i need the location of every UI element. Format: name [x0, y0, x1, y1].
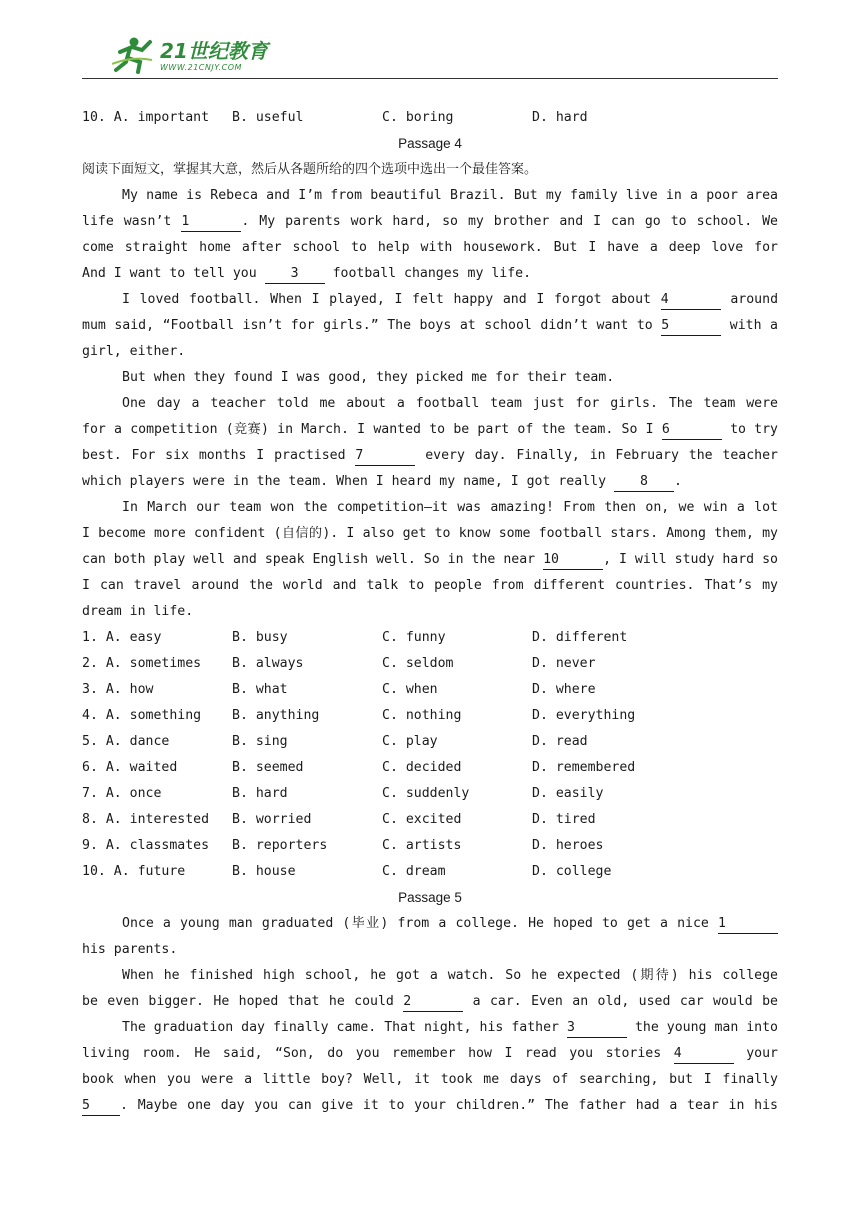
option-choice: C. seldom	[382, 656, 454, 671]
option-choice: 8. A. interested	[82, 812, 210, 827]
text-run: be even bigger. He hoped that he could	[82, 994, 404, 1009]
option-choice: C. when	[382, 682, 438, 697]
text-run: girl, either.	[82, 344, 186, 359]
passage-4-line	[82, 599, 778, 625]
option-choice: B. always	[232, 656, 304, 671]
option-choice: D. everything	[532, 708, 636, 723]
passage-4-line	[82, 235, 778, 261]
option-choice: 3. A. how	[82, 682, 154, 697]
answer-blank: 2	[403, 993, 463, 1012]
text-run: book when you were a little boy? Well, it took me days of searching, but I finally	[82, 1072, 778, 1087]
text-run: come straight home after school to help with housework. But I have a deep love for	[82, 240, 778, 255]
option-choice: B. seemed	[232, 760, 304, 775]
option-choice: D. college	[532, 864, 612, 879]
text-run: life wasn’t	[82, 214, 182, 229]
text-run: . Maybe one day you can give it to your children.” The father had a tear in his	[120, 1098, 778, 1113]
passage-4-line	[82, 391, 778, 417]
page-header	[82, 26, 778, 80]
passage-4-line	[82, 365, 778, 391]
passage-4-line	[82, 287, 778, 313]
answer-blank: 1	[718, 915, 778, 934]
option-row	[82, 859, 778, 885]
option-row-prev-10: 10. A. important B. useful C. boring D. hard	[82, 110, 588, 125]
answer-blank: 10	[543, 551, 603, 570]
answer-blank: 5	[82, 1097, 120, 1116]
document-body	[82, 105, 778, 1119]
option-choice: D. where	[532, 682, 596, 697]
passage-4-line	[82, 547, 778, 573]
text-run: to try	[730, 422, 778, 437]
text-run: for a competition (竞赛) in March. I wanted to be part of the team. So I	[82, 422, 662, 437]
option-choice: B. busy	[232, 630, 288, 645]
text-run: around	[730, 292, 778, 307]
answer-blank: 5	[661, 317, 721, 336]
text-run: dream in life.	[82, 604, 194, 619]
text-run: best. For six months I practised	[82, 448, 356, 463]
text-run: with a	[721, 318, 778, 333]
text-run: football changes my life.	[324, 266, 532, 281]
passage-5-line	[82, 1041, 778, 1067]
option-row	[82, 677, 778, 703]
passage-4-instruction: 阅读下面短文，掌握其大意，然后从各题所给的四个选项中选出一个最佳答案。	[82, 162, 538, 177]
text-run: living room. He said, “Son, do you remember how I read you stories	[82, 1046, 674, 1061]
option-choice: C. dream	[382, 864, 446, 879]
text-run: But when they found I was good, they picked me for their team.	[122, 370, 615, 385]
passage-4-line	[82, 339, 778, 365]
passage-4-text	[82, 183, 778, 625]
answer-blank: 1	[181, 213, 241, 232]
passage-4-title: Passage 4	[398, 136, 462, 151]
text-run: your	[746, 1046, 778, 1061]
passage-4-line	[82, 469, 778, 495]
text-run: I can travel around the world and talk to people from different countries. That’s my	[82, 578, 778, 593]
text-run: a car. Even an old, used car would be	[472, 994, 778, 1009]
svg-text:21世纪教育: 21世纪教育	[160, 39, 268, 63]
option-choice: B. what	[232, 682, 288, 697]
option-choice: B. worried	[232, 812, 312, 827]
text-run: I become more confident (自信的). I also get to know some football stars. Among them, my	[82, 526, 778, 541]
option-choice: C. nothing	[382, 708, 462, 723]
option-choice: D. read	[532, 734, 588, 749]
option-choice: D. different	[532, 630, 628, 645]
passage-4-line	[82, 209, 778, 235]
option-row	[82, 781, 778, 807]
answer-blank: 8	[614, 473, 674, 492]
text-run: mum said, “Football isn’t for girls.” The boys at school didn’t want to	[82, 318, 662, 333]
passage-5-line	[82, 937, 778, 963]
text-run: , I will study hard so	[603, 552, 778, 567]
option-choice: 7. A. once	[82, 786, 162, 801]
answer-blank: 4	[674, 1045, 734, 1064]
option-choice: 4. A. something	[82, 708, 202, 723]
passage-4-line	[82, 573, 778, 599]
text-run: Once a young man graduated (毕业) from a college. He hoped to get a nice	[122, 916, 718, 931]
passage-5-line	[82, 989, 778, 1015]
answer-blank: 4	[661, 291, 721, 310]
option-choice: D. remembered	[532, 760, 636, 775]
option-choice: C. suddenly	[382, 786, 470, 801]
passage-4-line	[82, 183, 778, 209]
option-choice: 9. A. classmates	[82, 838, 210, 853]
runner-icon	[112, 38, 152, 73]
text-run: every day. Finally, in February the teacher	[425, 448, 778, 463]
option-choice: 5. A. dance	[82, 734, 170, 749]
passage-5-line	[82, 963, 778, 989]
text-run: can both play well and speak English well. So in the near	[82, 552, 544, 567]
21cnjy-logo	[112, 32, 312, 76]
option-choice: 1. A. easy	[82, 630, 162, 645]
option-choice: C. excited	[382, 812, 462, 827]
text-run: which players were in the team. When I heard my name, I got really	[82, 474, 614, 489]
option-choice: C. funny	[382, 630, 446, 645]
option-choice: C. artists	[382, 838, 462, 853]
option-choice: C. decided	[382, 760, 462, 775]
text-run: One day a teacher told me about a football team just for girls. The team were	[122, 396, 778, 411]
passage-4-line	[82, 313, 778, 339]
text-run: .	[673, 474, 682, 489]
text-run: The graduation day finally came. That night, his father	[122, 1020, 567, 1035]
option-choice: D. tired	[532, 812, 596, 827]
passage-4-options	[82, 625, 778, 885]
passage-4-line	[82, 495, 778, 521]
text-run: the young man into	[634, 1020, 778, 1035]
text-run: And I want to tell you	[82, 266, 265, 281]
passage-5-text	[82, 911, 778, 1119]
passage-4-line	[82, 521, 778, 547]
option-choice: D. heroes	[532, 838, 604, 853]
answer-blank: 3	[265, 265, 325, 284]
passage-5-line	[82, 1015, 778, 1041]
option-row	[82, 625, 778, 651]
option-choice: D. easily	[532, 786, 604, 801]
svg-text:WWW.21CNJY.COM: WWW.21CNJY.COM	[160, 63, 242, 72]
option-choice: B. hard	[232, 786, 288, 801]
passage-4-line	[82, 443, 778, 469]
answer-blank: 7	[355, 447, 415, 466]
passage-4-line	[82, 261, 778, 287]
option-row	[82, 651, 778, 677]
passage-4-line	[82, 417, 778, 443]
text-run: his parents.	[82, 942, 178, 957]
passage-5-line	[82, 911, 778, 937]
option-choice: 10. A. future	[82, 864, 186, 879]
option-choice: B. house	[232, 864, 296, 879]
text-run: When he finished high school, he got a watch. So he expected (期待) his college	[122, 968, 778, 983]
option-choice: D. never	[532, 656, 596, 671]
option-row	[82, 703, 778, 729]
answer-blank: 6	[662, 421, 722, 440]
option-row	[82, 807, 778, 833]
option-choice: C. play	[382, 734, 438, 749]
text-run: I loved football. When I played, I felt happy and I forgot about	[122, 292, 661, 307]
option-choice: 2. A. sometimes	[82, 656, 202, 671]
header-rule	[82, 78, 778, 79]
option-choice: B. anything	[232, 708, 320, 723]
option-row	[82, 729, 778, 755]
text-run: . My parents work hard, so my brother and I can go to school. We	[241, 214, 778, 229]
passage-5-line	[82, 1067, 778, 1093]
option-row	[82, 755, 778, 781]
passage-5-title: Passage 5	[398, 890, 462, 905]
option-choice: B. sing	[232, 734, 288, 749]
option-row	[82, 833, 778, 859]
passage-5-line	[82, 1093, 778, 1119]
option-choice: 6. A. waited	[82, 760, 178, 775]
option-choice: B. reporters	[232, 838, 328, 853]
answer-blank: 3	[567, 1019, 627, 1038]
text-run: In March our team won the competition—it was amazing! From then on, we win a lot	[122, 500, 778, 515]
text-run: My name is Rebeca and I’m from beautiful Brazil. But my family live in a poor area	[122, 188, 778, 203]
